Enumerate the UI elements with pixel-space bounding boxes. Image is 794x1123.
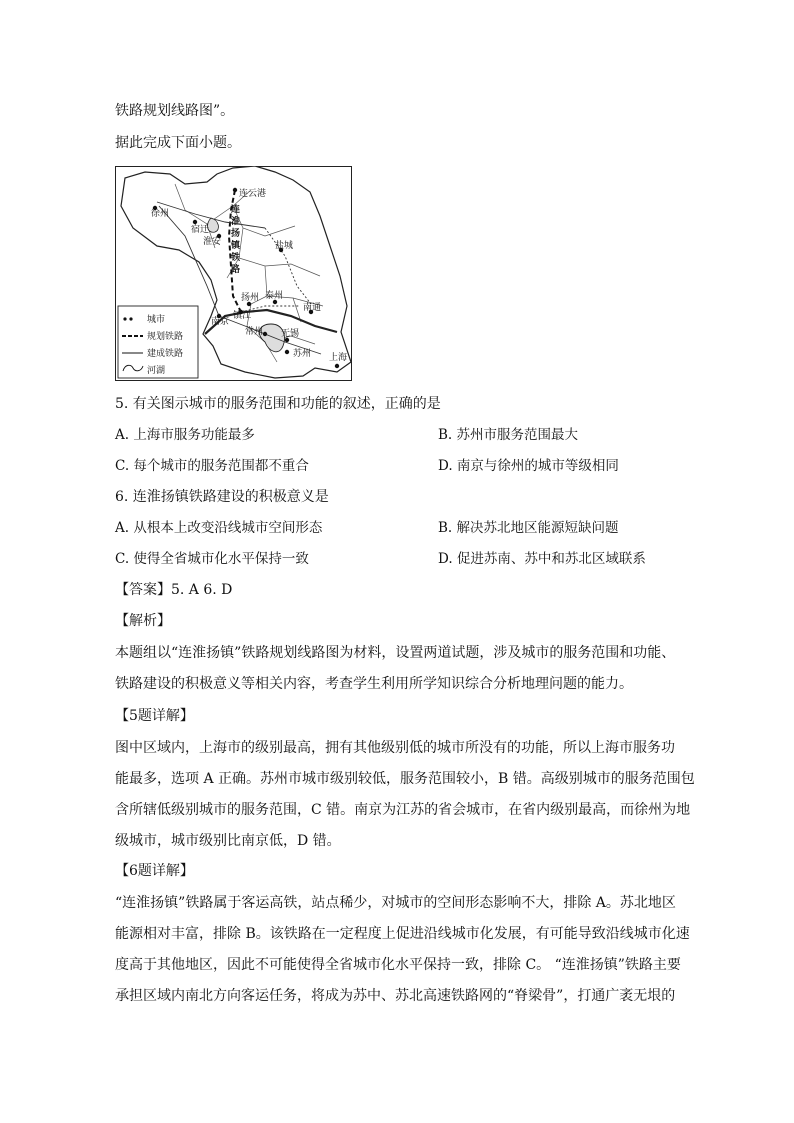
- analysis-heading: 【解析】: [115, 613, 171, 629]
- city-label-nantong: 南通: [303, 303, 322, 313]
- rail-name-char-2: 淮: [231, 217, 241, 227]
- city-label-nanjing: 南京: [211, 317, 230, 327]
- q5-stem: 5. 有关图示城市的服务范围和功能的叙述，正确的是: [115, 396, 441, 412]
- q6-option-d: D. 促进苏南、苏中和苏北区域联系: [438, 551, 646, 567]
- legend-built-rail: 建成铁路: [147, 349, 184, 359]
- analysis-line-2: 铁路建设的积极意义等相关内容，考查学生利用所学知识综合分析地理问题的能力。: [115, 676, 633, 692]
- rail-name-char-1: 连: [231, 205, 241, 215]
- q6-option-a: A. 从根本上改变沿线城市空间形态: [115, 520, 323, 536]
- q5-detail-line-3: 含所辖低级别城市的服务范围，C 错。南京为江苏的省会城市，在省内级别最高，而徐州为地: [115, 802, 691, 818]
- q6-detail-heading: 【6题详解】: [115, 863, 194, 879]
- legend-planned-rail: 规划铁路: [147, 332, 184, 342]
- city-label-suzhou: 苏州: [293, 349, 312, 359]
- city-label-huaian: 淮安: [203, 237, 222, 247]
- analysis-line-1: 本题组以“连淮扬镇”铁路规划线路图为材料，设置两道试题，涉及城市的服务范围和功能、: [115, 645, 676, 661]
- q5-detail-heading: 【5题详解】: [115, 708, 194, 724]
- rail-name-char-5: 铁: [231, 253, 241, 263]
- rail-name-char-3: 扬: [231, 229, 241, 239]
- intro-line-2: 据此完成下面小题。: [115, 135, 241, 151]
- q6-option-b: B. 解决苏北地区能源短缺问题: [438, 520, 619, 536]
- q5-detail-line-4: 级城市，城市级别比南京低，D 错。: [115, 833, 341, 849]
- q6-stem: 6. 连淮扬镇铁路建设的积极意义是: [115, 489, 329, 505]
- rail-name-char-6: 路: [231, 265, 241, 275]
- q5-option-a: A. 上海市服务功能最多: [115, 427, 255, 443]
- city-label-suqian: 宿迁: [191, 225, 210, 235]
- q6-option-c: C. 使得全省城市化水平保持一致: [115, 551, 309, 567]
- q6-detail-paragraph: [115, 888, 690, 1012]
- legend-city: 城市: [147, 315, 166, 325]
- rail-name-char-4: 镇: [231, 241, 241, 251]
- city-label-xuzhou: 徐州: [151, 209, 170, 219]
- analysis-paragraph: [115, 638, 685, 700]
- city-label-lianyungang: 连云港: [239, 189, 267, 199]
- q5-option-c: C. 每个城市的服务范围都不重合: [115, 458, 309, 474]
- q5-detail-line-2: 能最多，选项 A 正确。苏州市城市级别较低，服务范围较小，B 错。高级别城市的服务范围包: [115, 771, 695, 787]
- city-label-taizhou: 泰州: [265, 291, 284, 301]
- city-label-zhenjiang: 镇江: [233, 311, 252, 321]
- q6-detail-line-3: 度高于其他地区，因此不可能使得全省城市化水平保持一致，排除 C。 “连淮扬镇”铁路主要: [115, 957, 681, 973]
- answer-line: 【答案】5. A 6. D: [115, 582, 233, 598]
- city-label-yangzhou: 扬州: [241, 293, 260, 303]
- city-label-yancheng: 盐城: [275, 241, 294, 251]
- q6-detail-line-4: 承担区域内南北方向客运任务，将成为苏中、苏北高速铁路网的“脊梁骨”，打通广袤无垠的: [115, 988, 676, 1004]
- q5-detail-line-1: 图中区域内，上海市的级别最高，拥有其他级别低的城市所没有的功能，所以上海市服务功: [115, 740, 675, 756]
- intro-line-1: 铁路规划线路图”。: [115, 103, 235, 119]
- map-legend: [118, 306, 198, 378]
- q5-option-d: D. 南京与徐州的城市等级相同: [438, 458, 619, 474]
- q5-option-b: B. 苏州市服务范围最大: [438, 427, 579, 443]
- q6-detail-line-2: 能源相对丰富，排除 B。该铁路在一定程度上促进沿线城市化发展，有可能导致沿线城市化速: [115, 926, 690, 942]
- legend-river-lake: 河湖: [147, 366, 166, 376]
- q5-detail-paragraph: [115, 733, 695, 857]
- jiangsu-railway-map: [115, 166, 352, 381]
- q6-detail-line-1: “连淮扬镇”铁路属于客运高铁，站点稀少，对城市的空间形态影响不大，排除 A。苏北地区: [115, 895, 676, 911]
- city-label-changzhou: 常州: [245, 327, 264, 337]
- city-label-wuxi: 无锡: [281, 329, 300, 339]
- city-label-shanghai: 上海: [329, 353, 348, 363]
